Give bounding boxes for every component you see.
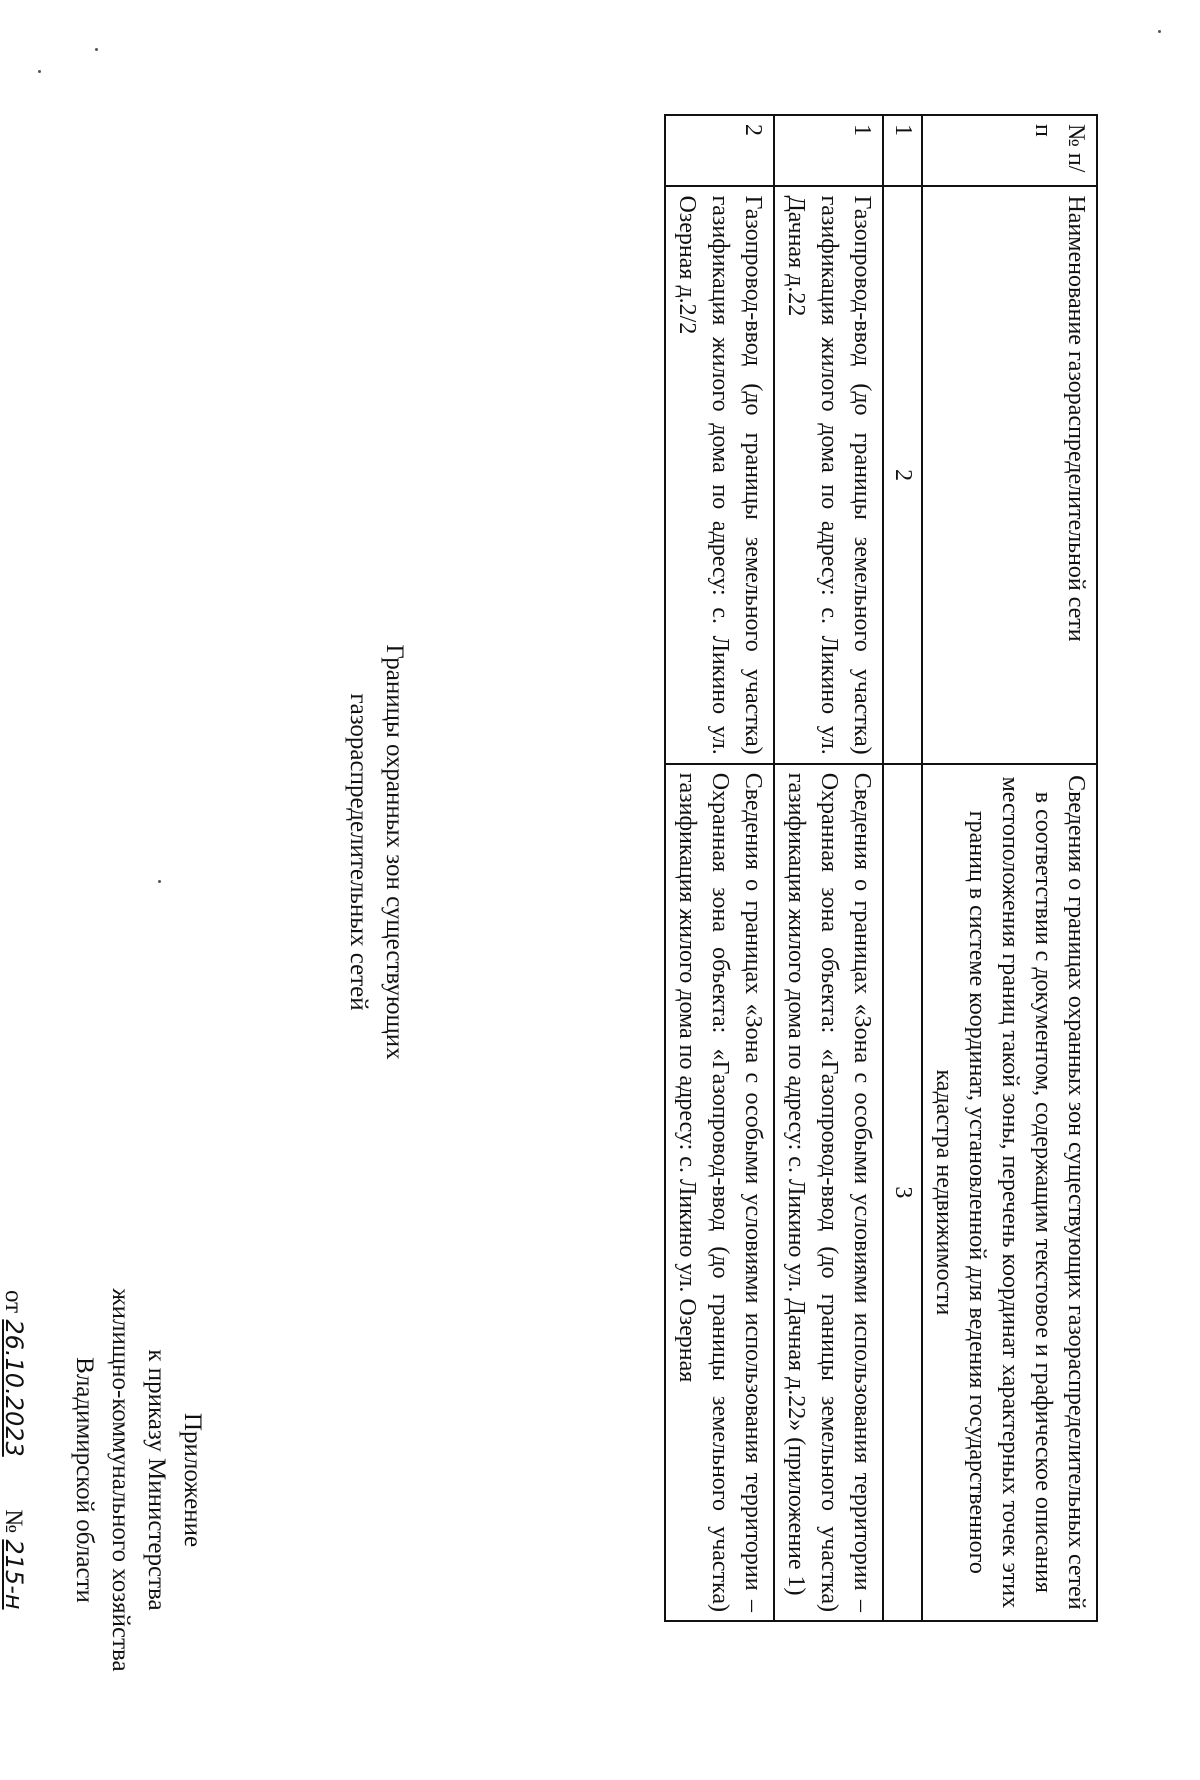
scan-speck [38,70,41,73]
table-row [665,115,774,1621]
header-number: № п/п [922,115,1097,186]
order-date: 26.10.2023 [0,1319,28,1457]
document-heading [340,0,412,1704]
row-zone-info: Сведения о границах «Зона с особыми условиями использования территории – Охранная зона объекта: «Газопровод-ввод (до границы земельного участка) газификация жилого дома по адресу: с. Ликино ул. Дачная д.22» (приложение 1) [774,764,883,1621]
appendix-block [0,1180,210,1780]
column-index-2: 2 [883,186,922,763]
number-prefix: № [0,1509,27,1534]
heading-line-1: Границы охранных зон существующих [381,644,408,1060]
header-zone-info: Сведения о границах охранных зон существующих газораспределительных сетей в соответствии с документом, содержащим текстовое и графическое описания местоположения границ такой зоны, перечень координат характерных точек этих границ в системе координат, установленной для ведения государственного кадастра недвижимости [922,764,1097,1621]
appendix-region-line: Владимирской области [71,1357,98,1603]
appendix-date-line [0,1180,32,1780]
gas-network-table [664,114,1098,1622]
appendix-order-line: к приказу Министерства [143,1349,170,1611]
header-network-name: Наименование газораспределительной сети [922,186,1097,763]
appendix-ministry-line: жилищно-коммунального хозяйства [107,1288,134,1672]
scan-speck [95,48,98,51]
scan-speck [158,880,161,883]
heading-line-2: газораспределительных сетей [345,693,372,1011]
scan-speck [1158,30,1161,33]
row-zone-info: Сведения о границах «Зона с особыми условиями использования территории – Охранная зона объекта: «Газопровод-ввод (до границы земельного участка) газификация жилого дома по адресу: с. Ликино ул. Озерная [665,764,774,1621]
table-header-row [922,115,1097,1621]
table-row [774,115,883,1621]
column-index-row [883,115,922,1621]
column-index-3: 3 [883,764,922,1621]
date-prefix: от [0,1290,27,1314]
row-number: 2 [665,115,774,186]
column-index-1: 1 [883,115,922,186]
order-number: 215-н [0,1539,28,1610]
row-number: 1 [774,115,883,186]
appendix-title: Приложение [179,1412,206,1548]
row-network-name: Газопровод-ввод (до границы земельного участка) газификация жилого дома по адресу: с. Ликино ул. Озерная д.2/2 [665,186,774,763]
row-network-name: Газопровод-ввод (до границы земельного участка) газификация жилого дома по адресу: с. Ликино ул. Дачная д.22 [774,186,883,763]
